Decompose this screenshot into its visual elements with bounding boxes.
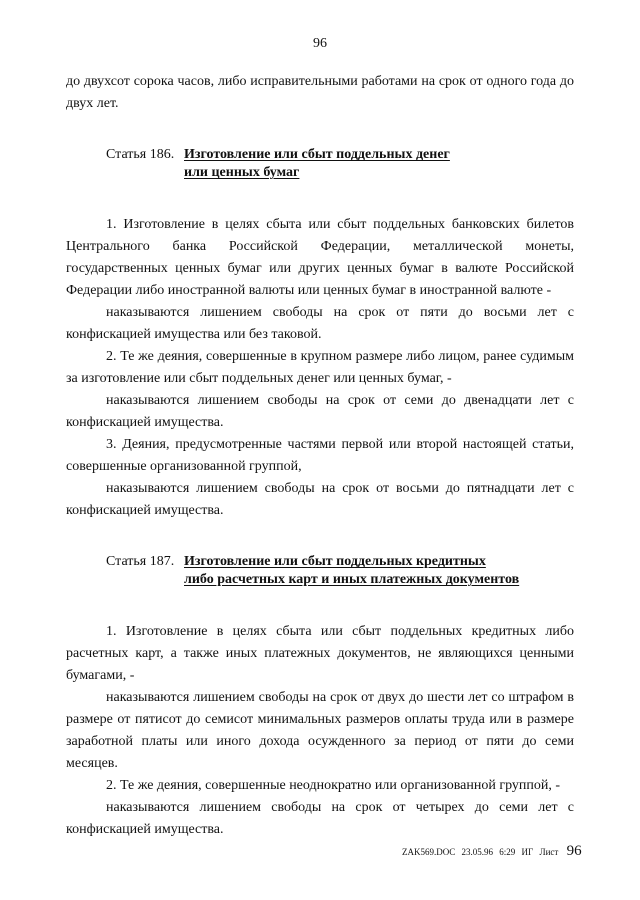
article-paragraph: наказываются лишением свободы на срок от двух до шести лет со штрафом в размере от пятисот до семисот минимальных размеров оплаты труда или в размере заработной платы или иного дохода осужденного за период от пяти до семи месяцев.: [66, 690, 574, 771]
footer-date: 23.05.96: [461, 847, 493, 857]
intro-paragraph: до двухсот сорока часов, либо исправительными работами на срок от одного года до двух лет.: [66, 74, 574, 111]
article-paragraph: наказываются лишением свободы на срок от пяти до восьми лет с конфискацией имущества или без таковой.: [66, 305, 574, 342]
article-paragraph: наказываются лишением свободы на срок от четырех до семи лет с конфискацией имущества.: [66, 800, 574, 837]
footer-doc-name: ZAK569.DOC: [402, 847, 456, 857]
footer-sheet-label: Лист: [539, 847, 559, 857]
article-heading-187: [66, 553, 574, 589]
article-paragraph: 1. Изготовление в целях сбыта или сбыт поддельных кредитных либо расчетных карт, а также иных платежных документов, не являющихся ценными бумагами, -: [66, 624, 574, 683]
article-paragraph: 2. Те же деяния, совершенные неоднократно или организованной группой, -: [106, 778, 561, 793]
document-body: [66, 71, 574, 841]
article-paragraph: 3. Деяния, предусмотренные частями первой или второй настоящей статьи, совершенные организованной группой,: [66, 437, 574, 474]
article-label: Статья 186.: [106, 147, 175, 162]
article-paragraph: наказываются лишением свободы на срок от восьми до пятнадцати лет с конфискацией имущества.: [66, 481, 574, 518]
document-footer: [402, 843, 602, 860]
article-heading-186: [66, 146, 574, 182]
article-paragraph: наказываются лишением свободы на срок от семи до двенадцати лет с конфискацией имущества.: [66, 393, 574, 430]
article-paragraph: 1. Изготовление в целях сбыта или сбыт поддельных банковских билетов Центрального банка Российской Федерации, металлической монеты, государственных ценных бумаг или других ценных бумаг в валюте Российской Федерации либо иностранной валюты или ценных бумаг в иностранной валюте -: [66, 217, 574, 298]
article-title-line2: или ценных бумаг: [184, 165, 300, 180]
article-title-line2: либо расчетных карт и иных платежных документов: [184, 572, 520, 587]
page-number-top: 96: [313, 36, 327, 51]
footer-initials: ИГ: [521, 847, 534, 857]
article-paragraph: 2. Те же деяния, совершенные в крупном размере либо лицом, ранее судимым за изготовление или сбыт поддельных денег или ценных бумаг, -: [66, 349, 574, 386]
article-title-line1: Изготовление или сбыт поддельных денег: [184, 147, 450, 162]
footer-time: 6:29: [499, 847, 516, 857]
article-title-line1: Изготовление или сбыт поддельных кредитных: [184, 554, 486, 569]
article-label: Статья 187.: [106, 554, 175, 569]
footer-sheet-number: 96: [566, 843, 582, 859]
